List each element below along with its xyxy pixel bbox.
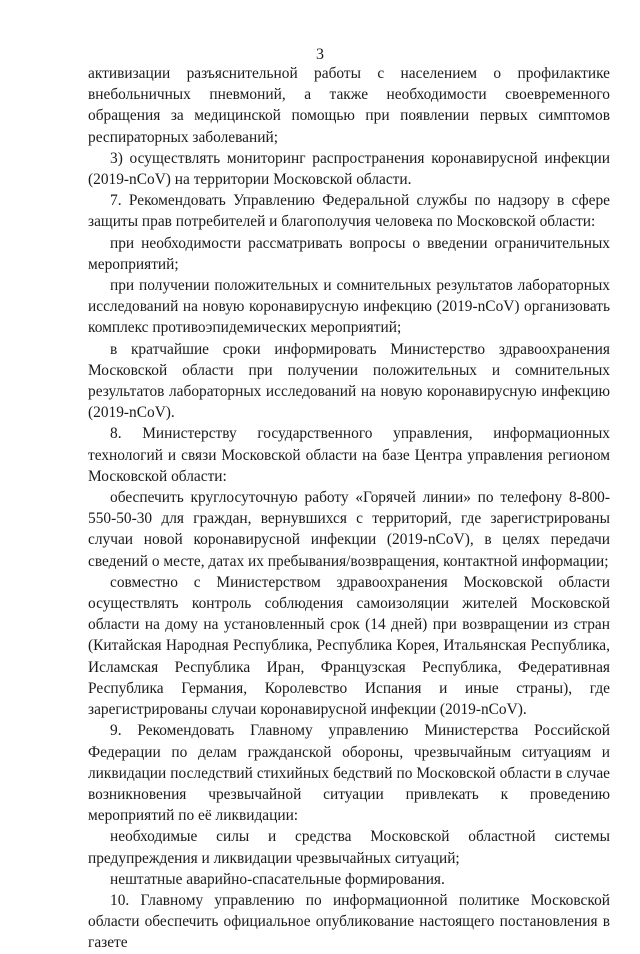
page-number: 3 bbox=[316, 46, 324, 63]
paragraph-forces-and-means: необходимые силы и средства Московской областной системы предупреждения и ликвидации чрезвычайных ситуаций; bbox=[88, 828, 610, 867]
document-body bbox=[88, 63, 610, 954]
paragraph-self-isolation-control: совместно с Министерством здравоохранения Московской области осуществлять контроль соблюдения самоизоляции жителей Московской области на дому на установленный срок (14 дней) при возвращении из стран (Китайская Народная Республика, Республика Корея, Итальянская Республика, Исламская Республика Иран, Французская Республика, Федеративная Республика Германия, Королевство Испания и иные страны), где зарегистрированы случаи коронавирусной инфекции (2019-nCoV). bbox=[88, 573, 610, 719]
paragraph-restrictive-measures: при необходимости рассматривать вопросы о введении ограничительных мероприятий; bbox=[88, 234, 610, 273]
paragraph-item-3-monitoring: 3) осуществлять мониторинг распространения коронавирусной инфекции (2019-nCoV) на территории Московской области. bbox=[88, 149, 610, 189]
paragraph-inform-ministry: в кратчайшие сроки информировать Министерство здравоохранения Московской области при получении положительных и сомнительных результатов лабораторных исследований на новую коронавирусную инфекцию (2019-nCoV). bbox=[88, 340, 610, 422]
paragraph-clause-8: 8. Министерству государственного управления, информационных технологий и связи Московской области на базе Центра управления регионом Московской области: bbox=[88, 425, 610, 485]
paragraph-rescue-formations: нештатные аварийно-спасательные формирования. bbox=[110, 870, 445, 888]
paragraph-anti-epidemic-measures: при получении положительных и сомнительных результатов лабораторных исследований на новую коронавирусную инфекцию (2019-nCoV) организовать комплекс противоэпидемических мероприятий; bbox=[88, 277, 610, 337]
paragraph-continuation: активизации разъяснительной работы с населением о профилактике внебольничных пневмоний, а также необходимости своевременного обращения за медицинской помощью при появлении первых симптомов респираторных заболеваний; bbox=[88, 65, 610, 146]
paragraph-clause-7: 7. Рекомендовать Управлению Федеральной службы по надзору в сфере защиты прав потребителей и благополучия человека по Московской области: bbox=[88, 192, 610, 231]
paragraph-hotline: обеспечить круглосуточную работу «Горячей линии» по телефону 8-800-550-50-30 для граждан, вернувшихся с территорий, где зарегистрированы случаи новой коронавирусной инфекции (2019-nCoV), в целях передачи сведений о месте, датах их пребывания/возвращения, контактной информации; bbox=[88, 489, 610, 570]
paragraph-clause-9: 9. Рекомендовать Главному управлению Министерства Российской Федерации по делам гражданской обороны, чрезвычайным ситуациям и ликвидации последствий стихийных бедствий по Московской области в случае возникновения чрезвычайной ситуации привлекать к проведению мероприятий по её ликвидации: bbox=[88, 722, 610, 825]
paragraph-clause-10: 10. Главному управлению по информационной политике Московской области обеспечить официальное опубликование настоящего постановления в газете bbox=[88, 891, 610, 952]
